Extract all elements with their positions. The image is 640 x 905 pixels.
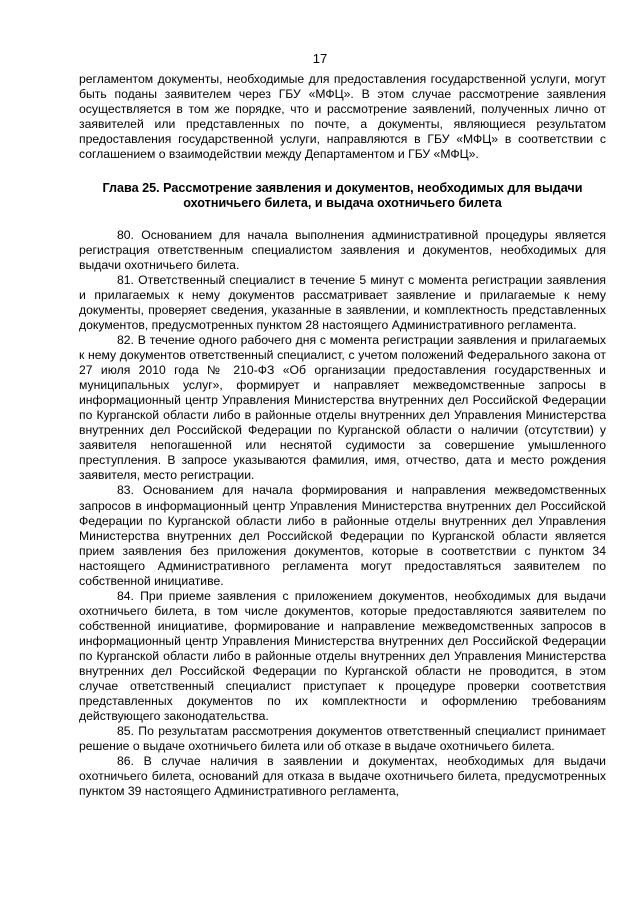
paragraph-84: 84. При приеме заявления с приложением документов, необходимых для выдачи охотничьего билета, в том числе документов, которые предоставляются заявителем по собственной инициативе, формирование и направление межведомственных запросов в информационный центр Управления Министерства внутренних дел Российской Федерации по Курганской области либо в районные отделы внутренних дел Управления Министерства внутренних дел Российской Федерации по Курганской области не проводится, в этом случае ответственный специалист приступает к процедуре проверки соответствия представленных документов по их комплектности и оформлению требованиям действующего законодательства.	[79, 588, 606, 724]
paragraph-86: 86. В случае наличия в заявлении и документах, необходимых для выдачи охотничьего билета, оснований для отказа в выдаче охотничьего билета, предусмотренных пунктом 39 настоящего Административного регламента,	[79, 754, 606, 799]
paragraph-82: 82. В течение одного рабочего дня с момента регистрации заявления и прилагаемых к нему документов ответственный специалист, с учетом положений Федерального закона от 27 июля 2010 года № 210-ФЗ «Об организации предоставления государственных и муниципальных услуг», формирует и направляет межведомственные запросы в информационный центр Управления Министерства внутренних дел Российской Федерации по Курганской области либо в районные отделы внутренних дел Управления Министерства внутренних дел Российской Федерации по Курганской области о наличии (отсутствии) у заявителя непогашенной или неснятой судимости за совершение умышленного преступления. В запросе указываются фамилия, имя, отчество, дата и место рождения заявителя, место регистрации.	[79, 333, 606, 483]
paragraph-80: 80. Основанием для начала выполнения административной процедуры является регистрация ответственным специалистом заявления и документов, необходимых для выдачи охотничьего билета.	[79, 227, 606, 272]
paragraph-83: 83. Основанием для начала формирования и направления межведомственных запросов в информационный центр Управления Министерства внутренних дел Российской Федерации по Курганской области либо в районные отделы внутренних дел Управления Министерства внутренних дел Российской Федерации по Курганской области является прием заявления без приложения документов, которые в соответствии с пунктом 34 настоящего Административного регламента могут предоставляться заявителем по собственной инициативе.	[79, 483, 606, 588]
chapter-title: Глава 25. Рассмотрение заявления и документов, необходимых для выдачи охотничьего билета, и выдача охотничьего билета	[102, 181, 583, 211]
intro-paragraph: регламентом документы, необходимые для предоставления государственной услуги, могут быть поданы заявителем через ГБУ «МФЦ». В этом случае рассмотрение заявления осуществляется в том же порядке, что и рассмотрение заявлений, полученных лично от заявителей или представленных по почте, а документы, являющиеся результатом предоставления государственной услуги, направляются в ГБУ «МФЦ» в соответствии с соглашением о взаимодействии между Департаментом и ГБУ «МФЦ».	[79, 72, 606, 162]
paragraph-81: 81. Ответственный специалист в течение 5 минут с момента регистрации заявления и прилагаемых к нему документов рассматривает заявление и прилагаемые к нему документы, проверяет сведения, указанные в заявлении, и комплектность представленных документов, предусмотренных пунктом 28 настоящего Административного регламента.	[79, 272, 606, 332]
paragraph-85: 85. По результатам рассмотрения документов ответственный специалист принимает решение о выдаче охотничьего билета или об отказе в выдаче охотничьего билета.	[79, 724, 606, 754]
document-body	[79, 72, 606, 799]
page-number: 17	[312, 51, 328, 66]
